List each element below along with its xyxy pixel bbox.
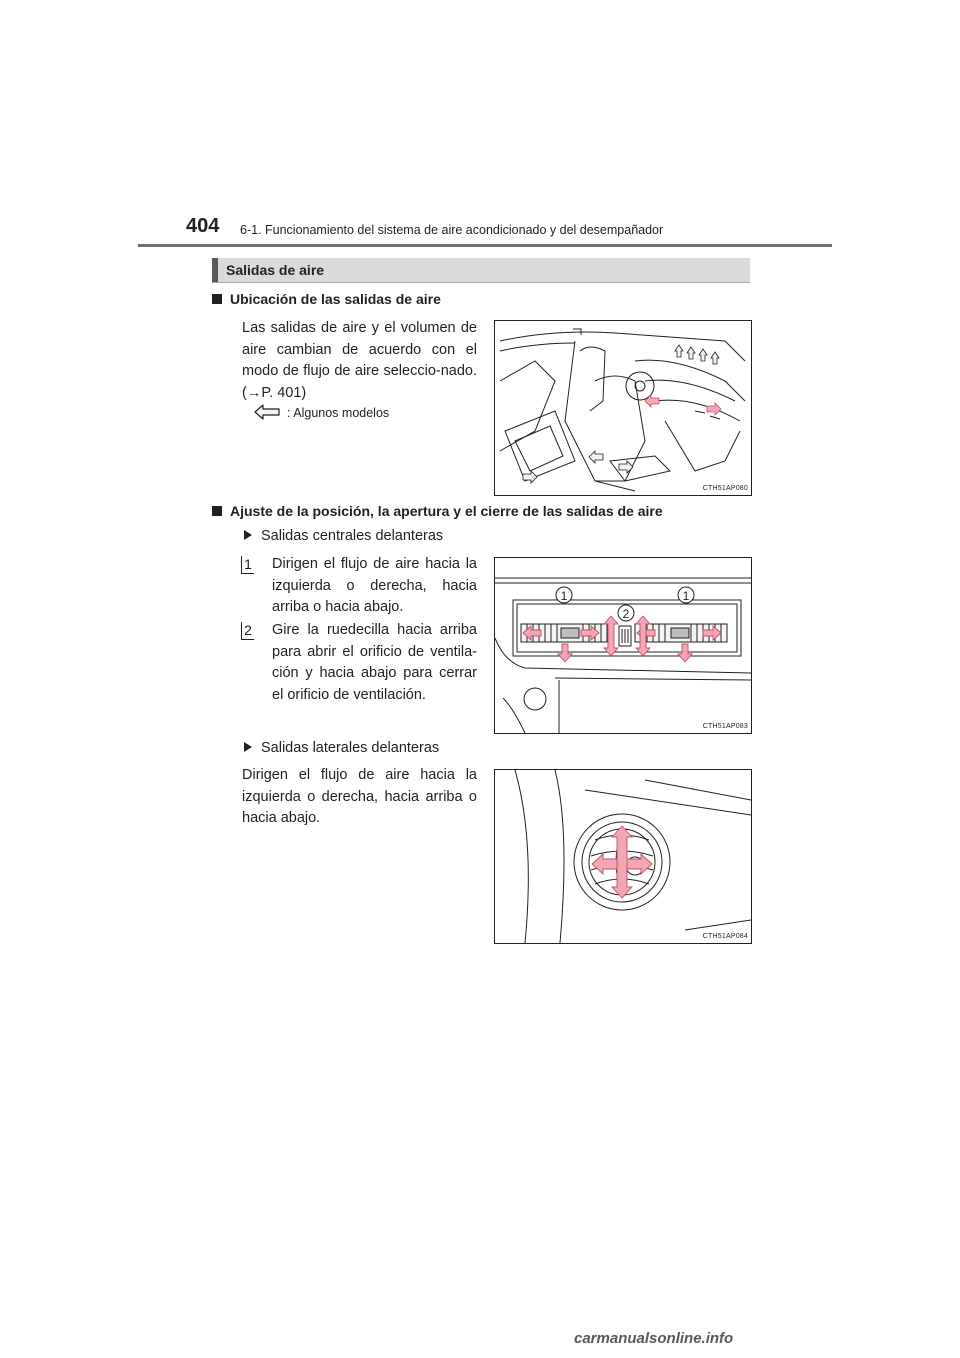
section-title: Salidas de aire (226, 262, 325, 278)
triangle-bullet-icon (244, 742, 252, 752)
adjust-heading-text: Ajuste de la posición, la apertura y el cierre de las salidas de aire (230, 503, 663, 519)
location-paragraph: Las salidas de aire y el volumen de aire cambian de acuerdo con el modo de flujo de aire seleccio-nado. (→P. 401) (242, 320, 477, 401)
center-vents-bullet (244, 527, 443, 545)
header-rule (138, 244, 832, 247)
interior-illustration (495, 321, 751, 495)
figure-code-080: CTH51AP080 (702, 485, 748, 492)
page-number: 404 (186, 215, 220, 237)
center-step-1-text: Dirigen el flujo de aire hacia la izquierda o derecha, hacia arriba o hacia abajo. (272, 556, 477, 615)
callout-1-left: 1 (560, 589, 568, 603)
square-bullet-icon (212, 506, 222, 516)
callout-2: 2 (622, 607, 630, 621)
section-bar (212, 258, 750, 283)
footer-watermark: carmanualsonline.info (574, 1330, 734, 1347)
triangle-bullet-icon (244, 530, 252, 540)
location-heading-text: Ubicación de las salidas de aire (230, 291, 441, 307)
side-vents-paragraph: Dirigen el flujo de aire hacia la izquierda o derecha, hacia arriba o hacia abajo. (242, 767, 477, 826)
adjust-heading (212, 502, 663, 520)
side-vents-bullet-text: Salidas laterales delanteras (261, 740, 440, 756)
step-number-2: 2 (241, 622, 254, 640)
vent-arrow-legend-icon (254, 404, 280, 420)
location-heading (212, 290, 441, 308)
chapter-title: 6-1. Funcionamiento del sistema de aire acondicionado y del desempañador (240, 223, 664, 237)
figure-center-vents (494, 557, 752, 734)
step-number-1: 1 (241, 556, 254, 574)
side-vents-bullet (244, 739, 439, 757)
figure-code-083: CTH51AP083 (702, 723, 748, 730)
figure-side-vent (494, 769, 752, 944)
legend-text: : Algunos modelos (287, 406, 390, 420)
figure-interior-vents (494, 320, 752, 496)
section-bar-accent (212, 258, 218, 282)
center-vents-illustration (495, 558, 751, 733)
side-vent-illustration (495, 770, 751, 943)
square-bullet-icon (212, 294, 222, 304)
figure-code-084: CTH51AP084 (702, 933, 748, 940)
center-step-2-text: Gire la ruedecilla hacia arriba para abrir el orificio de ventila-ción y hacia abajo para cerrar el orificio de ventilación. (272, 622, 477, 703)
center-vents-bullet-text: Salidas centrales delanteras (261, 528, 444, 544)
callout-1-right: 1 (682, 589, 690, 603)
